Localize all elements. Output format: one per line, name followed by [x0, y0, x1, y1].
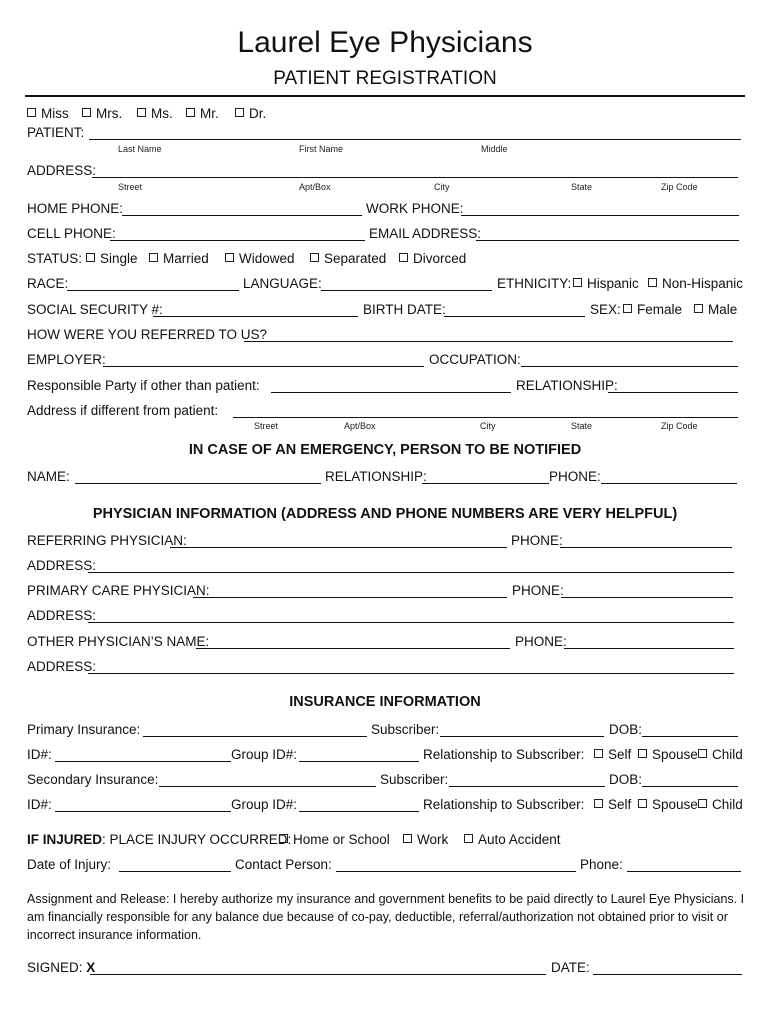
occupation-label: OCCUPATION: [429, 352, 521, 367]
status-divorced-label: Divorced [413, 251, 467, 266]
address-label: ADDRESS: [27, 163, 97, 178]
checkbox-icon [399, 253, 408, 262]
title-dr-label: Dr. [249, 106, 267, 121]
status-label: STATUS: [27, 251, 83, 266]
assignment-release-text: Assignment and Release: I hereby authorize my insurance and government benefits to be paid directly to Laurel Eye Physicians. I am financially responsible for any balance due because of co-pay, deductible, referral/authorization not obtained prior to visit or incorrect insurance information. [27, 892, 745, 942]
female-label: Female [637, 302, 683, 317]
injury-row [27, 832, 291, 848]
primary-spouse-option[interactable] [638, 747, 698, 763]
state-caption: State [571, 182, 593, 192]
middle-name-caption: Middle [481, 144, 508, 154]
other-physician-field[interactable] [196, 648, 510, 649]
checkbox-icon [594, 799, 603, 808]
alt-address-label: Address if different from patient: [27, 403, 219, 418]
referring-physician-label: REFERRING PHYSICIAN: [27, 533, 187, 548]
employer-field[interactable] [103, 366, 424, 367]
responsible-party-field[interactable] [271, 392, 511, 393]
status-separated-label: Separated [324, 251, 387, 266]
hispanic-label: Hispanic [587, 276, 639, 291]
home-school-label: Home or School [293, 832, 390, 847]
cell-phone-label: CELL PHONE: [27, 226, 116, 241]
secondary-insurance-field[interactable] [159, 786, 376, 787]
physician-heading: PHYSICIAN INFORMATION (ADDRESS AND PHONE NUMBERS ARE VERY HELPFUL) [92, 506, 678, 522]
checkbox-icon [82, 108, 91, 117]
emergency-heading: IN CASE OF AN EMERGENCY, PERSON TO BE NOTIFIED [188, 442, 582, 458]
signature-date-label: DATE: [551, 960, 590, 975]
employer-label: EMPLOYER: [27, 352, 106, 367]
other-phone-field[interactable] [564, 648, 734, 649]
ethnicity-hispanic-option[interactable] [573, 276, 639, 292]
injury-date-field[interactable] [119, 871, 231, 872]
primary-subscriber-label: Subscriber: [371, 722, 440, 737]
birth-date-label: BIRTH DATE: [363, 302, 446, 317]
primary-phone-label: PHONE: [512, 583, 564, 598]
spouse-label: Spouse [652, 747, 698, 762]
checkbox-icon [186, 108, 195, 117]
checkbox-icon [623, 304, 632, 313]
primary-id-label: ID#: [27, 747, 52, 762]
address-field[interactable] [92, 177, 738, 178]
child-label: Child [712, 747, 743, 762]
primary-phone-field[interactable] [561, 597, 733, 598]
child-label: Child [712, 797, 743, 812]
responsible-party-label: Responsible Party if other than patient: [27, 378, 260, 393]
race-label: RACE: [27, 276, 69, 291]
city-caption: City [434, 182, 450, 192]
checkbox-icon [235, 108, 244, 117]
checkbox-icon [137, 108, 146, 117]
emergency-name-field[interactable] [75, 483, 321, 484]
if-injured-label: IF INJURED [27, 832, 103, 847]
secondary-group-label: Group ID#: [231, 797, 298, 812]
other-phone-label: PHONE: [515, 634, 567, 649]
checkbox-icon [86, 253, 95, 262]
non-hispanic-label: Non-Hispanic [662, 276, 744, 291]
injury-auto-option[interactable] [464, 832, 561, 848]
signature-row [27, 960, 95, 976]
primary-id-field[interactable] [55, 761, 231, 762]
emergency-relationship-label: RELATIONSHIP: [325, 469, 427, 484]
injury-phone-field[interactable] [627, 871, 741, 872]
last-name-caption: Last Name [118, 144, 162, 154]
primary-insurance-label: Primary Insurance: [27, 722, 141, 737]
referral-field[interactable] [244, 341, 733, 342]
spouse-label: Spouse [652, 797, 698, 812]
secondary-subscriber-label: Subscriber: [380, 772, 449, 787]
checkbox-icon [27, 108, 36, 117]
self-label: Self [608, 747, 632, 762]
alt-zip-caption: Zip Code [661, 421, 698, 431]
language-field[interactable] [321, 290, 492, 291]
race-field[interactable] [67, 290, 239, 291]
alt-apt-caption: Apt/Box [344, 421, 376, 431]
checkbox-icon [225, 253, 234, 262]
emergency-phone-label: PHONE: [549, 469, 601, 484]
signature-date-field[interactable] [593, 974, 742, 975]
primary-address-label: ADDRESS: [27, 608, 97, 623]
primary-group-field[interactable] [299, 761, 419, 762]
checkbox-icon [638, 749, 647, 758]
secondary-dob-label: DOB: [609, 772, 643, 787]
checkbox-icon [464, 834, 473, 843]
checkbox-icon [149, 253, 158, 262]
primary-child-option[interactable] [698, 747, 743, 763]
primary-group-label: Group ID#: [231, 747, 298, 762]
secondary-group-field[interactable] [299, 811, 419, 812]
ethnicity-non-hispanic-option[interactable] [648, 276, 743, 292]
checkbox-icon [694, 304, 703, 313]
responsible-relationship-field[interactable] [608, 392, 738, 393]
status-widowed-label: Widowed [239, 251, 295, 266]
title-option-dr[interactable] [235, 106, 266, 122]
language-label: LANGUAGE: [243, 276, 322, 291]
injury-phone-label: Phone: [580, 857, 623, 872]
secondary-id-label: ID#: [27, 797, 52, 812]
secondary-subscriber-field[interactable] [449, 786, 605, 787]
other-address-label: ADDRESS: [27, 659, 97, 674]
sex-male-option[interactable] [694, 302, 737, 318]
occupation-field[interactable] [521, 366, 738, 367]
first-name-caption: First Name [299, 144, 344, 154]
secondary-dob-field[interactable] [642, 786, 738, 787]
status-married-label: Married [163, 251, 209, 266]
signed-label: SIGNED: [27, 960, 83, 975]
insurance-heading: INSURANCE INFORMATION [289, 694, 481, 710]
injury-date-label: Date of Injury: [27, 857, 112, 872]
injury-home-option[interactable] [279, 832, 390, 848]
emergency-name-label: NAME: [27, 469, 70, 484]
patient-name-field[interactable] [89, 139, 741, 140]
secondary-id-field[interactable] [55, 811, 231, 812]
header-divider [25, 95, 745, 97]
primary-self-option[interactable] [594, 747, 631, 763]
secondary-relationship-label: Relationship to Subscriber: [423, 797, 585, 812]
primary-physician-label: PRIMARY CARE PHYSICIAN: [27, 583, 210, 598]
checkbox-icon [698, 799, 707, 808]
alt-address-field[interactable] [233, 417, 738, 418]
referring-physician-field[interactable] [170, 547, 507, 548]
primary-physician-field[interactable] [193, 597, 507, 598]
signature-x-mark: X [86, 960, 96, 975]
referral-label: HOW WERE YOU REFERRED TO US? [27, 327, 268, 342]
male-label: Male [708, 302, 738, 317]
self-label: Self [608, 797, 632, 812]
secondary-spouse-option[interactable] [638, 797, 698, 813]
status-single-option[interactable] [86, 251, 138, 267]
title-ms-label: Ms. [151, 106, 173, 121]
ethnicity-label: ETHNICITY: [497, 276, 572, 291]
primary-address-field[interactable] [88, 622, 734, 623]
form-subtitle: PATIENT REGISTRATION [273, 68, 497, 89]
referring-address-field[interactable] [88, 572, 734, 573]
place-injury-label: : PLACE INJURY OCCURRED: [102, 832, 292, 847]
emergency-relationship-field[interactable] [422, 483, 549, 484]
emergency-phone-field[interactable] [601, 483, 737, 484]
ssn-label: SOCIAL SECURITY #: [27, 302, 163, 317]
title-mr-label: Mr. [200, 106, 219, 121]
checkbox-icon [698, 749, 707, 758]
title-option-mr[interactable] [186, 106, 219, 122]
practice-title: Laurel Eye Physicians [237, 26, 533, 59]
auto-accident-label: Auto Accident [478, 832, 561, 847]
referring-phone-label: PHONE: [511, 533, 563, 548]
responsible-relationship-label: RELATIONSHIP: [516, 378, 618, 393]
primary-subscriber-field[interactable] [440, 736, 604, 737]
work-phone-field[interactable] [461, 215, 739, 216]
title-option-mrs[interactable] [82, 106, 122, 122]
checkbox-icon [310, 253, 319, 262]
alt-state-caption: State [571, 421, 593, 431]
checkbox-icon [403, 834, 412, 843]
other-address-field[interactable] [88, 673, 734, 674]
referring-phone-field[interactable] [560, 547, 732, 548]
patient-label: PATIENT: [27, 125, 85, 140]
primary-dob-field[interactable] [642, 736, 738, 737]
title-option-ms[interactable] [137, 106, 173, 122]
signature-field[interactable] [90, 974, 546, 975]
contact-person-field[interactable] [336, 871, 576, 872]
secondary-self-option[interactable] [594, 797, 631, 813]
birth-date-field[interactable] [444, 316, 585, 317]
checkbox-icon [279, 834, 288, 843]
injury-work-option[interactable] [403, 832, 448, 848]
checkbox-icon [648, 278, 657, 287]
work-label: Work [417, 832, 449, 847]
checkbox-icon [594, 749, 603, 758]
email-label: EMAIL ADDRESS: [369, 226, 482, 241]
email-field[interactable] [476, 240, 739, 241]
alt-city-caption: City [480, 421, 496, 431]
contact-person-label: Contact Person: [235, 857, 332, 872]
status-divorced-option[interactable] [399, 251, 466, 267]
other-physician-label: OTHER PHYSICIAN’S NAME: [27, 634, 210, 649]
status-widowed-option[interactable] [225, 251, 295, 267]
checkbox-icon [638, 799, 647, 808]
zip-caption: Zip Code [661, 182, 698, 192]
referring-address-label: ADDRESS: [27, 558, 97, 573]
status-single-label: Single [100, 251, 138, 266]
status-married-option[interactable] [149, 251, 209, 267]
primary-dob-label: DOB: [609, 722, 643, 737]
alt-street-caption: Street [254, 421, 279, 431]
title-option-miss[interactable] [27, 106, 69, 122]
secondary-insurance-label: Secondary Insurance: [27, 772, 159, 787]
primary-relationship-label: Relationship to Subscriber: [423, 747, 585, 762]
sex-label: SEX: [590, 302, 621, 317]
home-phone-field[interactable] [122, 215, 362, 216]
street-caption: Street [118, 182, 143, 192]
sex-female-option[interactable] [623, 302, 682, 318]
ssn-field[interactable] [153, 316, 358, 317]
checkbox-icon [573, 278, 582, 287]
work-phone-label: WORK PHONE: [366, 201, 464, 216]
apt-caption: Apt/Box [299, 182, 331, 192]
secondary-child-option[interactable] [698, 797, 743, 813]
status-separated-option[interactable] [310, 251, 386, 267]
primary-insurance-field[interactable] [143, 736, 367, 737]
title-mrs-label: Mrs. [96, 106, 123, 121]
cell-phone-field[interactable] [110, 240, 365, 241]
home-phone-label: HOME PHONE: [27, 201, 124, 216]
title-miss-label: Miss [41, 106, 69, 121]
